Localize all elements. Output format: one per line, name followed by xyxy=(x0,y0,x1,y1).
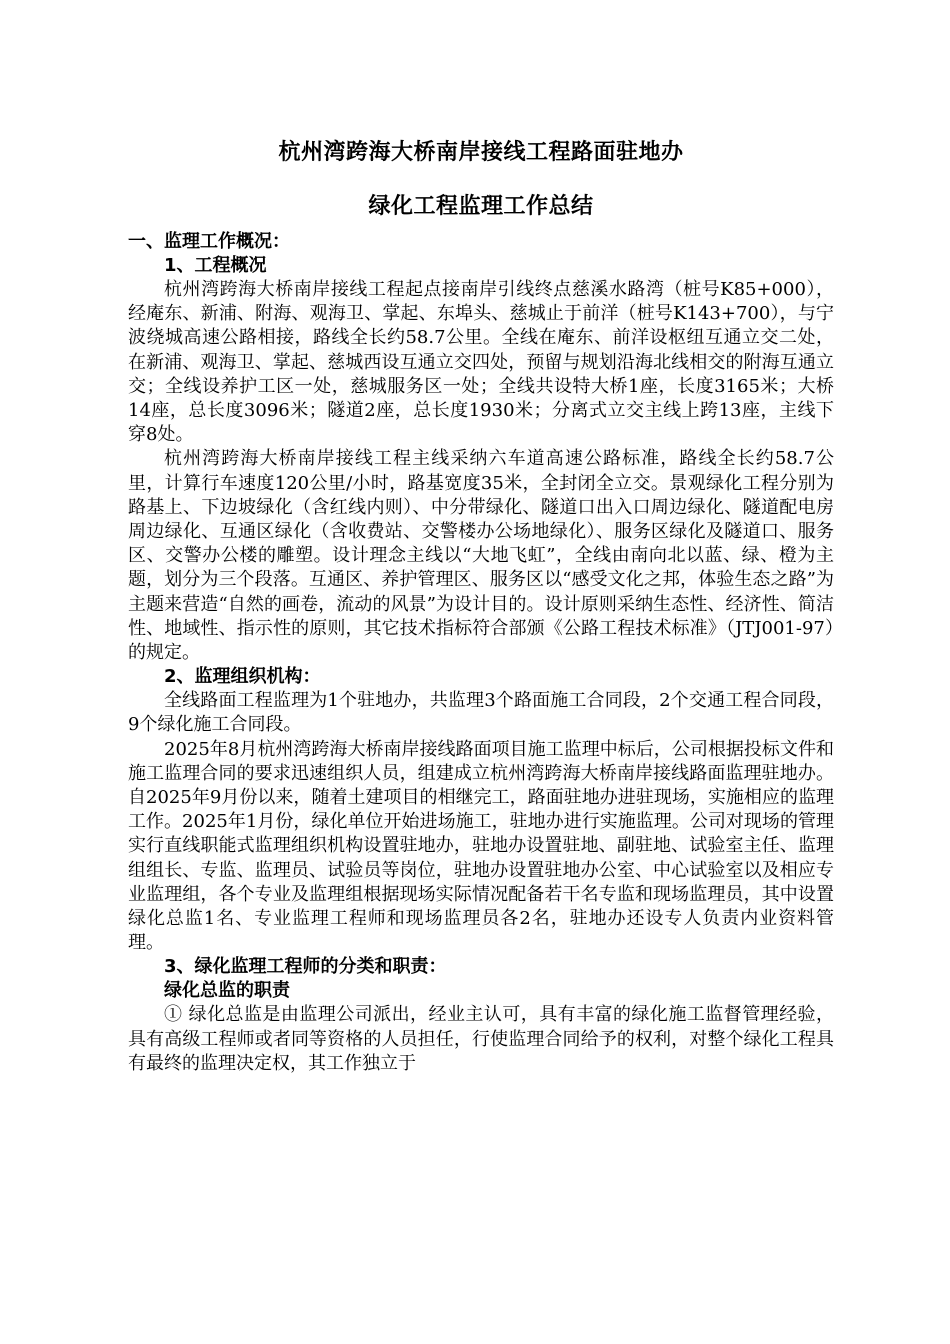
subsection2-heading: 2、监理组织机构： xyxy=(164,666,321,688)
document-title-line1: 杭州湾跨海大桥南岸接线工程路面驻地办 xyxy=(278,140,684,165)
document-page xyxy=(128,128,834,1076)
paragraph: 2025年8月杭州湾跨海大桥南岸接线路面项目施工监理中标后，公司根据投标文件和施工监理合同的要求迅速组织人员，组建成立杭州湾跨海大桥南岸接线路面监理驻地办。自2025年9月份以来，随着土建项目的相继完工，路面驻地办进驻现场，实施相应的监理工作。2025年1月份，绿化单位开始进场施工，驻地办进行实施监理。公司对现场的管理实行直线职能式监理组织机构设置驻地办，驻地办设置驻地、副驻地、试验室主任、监理组组长、专监、监理员、试验员等岗位，驻地办设置驻地办公室、中心试验室以及相应专业监理组，各个专业及监理组根据现场实际情况配备若干名专监和现场监理员，其中设置绿化总监1名、专业监理工程师和现场监理员各2名，驻地办还设专人负责内业资料管理。 xyxy=(128,738,834,954)
paragraph: 全线路面工程监理为1个驻地办，共监理3个路面施工合同段，2个交通工程合同段，9个绿化施工合同段。 xyxy=(128,690,834,736)
subsection1-heading: 1、工程概况 xyxy=(164,255,267,276)
subsection3-heading: 3、绿化监理工程师的分类和职责： xyxy=(164,956,447,978)
section1-heading: 一、监理工作概况： xyxy=(128,231,290,252)
paragraph: 杭州湾跨海大桥南岸接线工程主线采纳六车道高速公路标准，路线全长约58.7公里，计算行车速度120公里/小时，路基宽度35米，全封闭全立交。景观绿化工程分别为路基上、下边坡绿化（含红线内则）、中分带绿化、隧道口出入口周边绿化、隧道配电房周边绿化、互通区绿化（含收费站、交警楼办公场地绿化）、服务区绿化及隧道口、服务区、交警办公楼的雕塑。设计理念主线以“大地飞虹”，全线由南向北以蓝、绿、橙为主题，划分为三个段落。互通区、养护管理区、服务区以“感受文化之邦，体验生态之路”为主题来营造“自然的画卷，流动的风景”为设计目的。设计原则采纳生态性、经济性、简洁性、地域性、指示性的原则，其它技术指标符合部颁《公路工程技术标准》（JTJ001-97）的规定。 xyxy=(128,448,834,664)
subsection3-subheading: 绿化总监的职责 xyxy=(164,980,290,1002)
document-title-line2: 绿化工程监理工作总结 xyxy=(368,194,594,219)
paragraph: 杭州湾跨海大桥南岸接线工程起点接南岸引线终点慈溪水路湾（桩号K85+000），经庵东、新浦、附海、观海卫、掌起、东埠头、慈城止于前洋（桩号K143+700），与宁波绕城高速公路相接，路线全长约58.7公里。全线在庵东、前洋设枢纽互通立交二处，在新浦、观海卫、掌起、慈城西设互通立交四处，预留与规划沿海北线相交的附海互通立交；全线设养护工区一处，慈城服务区一处；全线共设特大桥1座，长度3165米；大桥14座，总长度3096米；隧道2座，总长度1930米；分离式立交主线上跨13座，主线下穿8处。 xyxy=(128,279,834,446)
paragraph: ① 绿化总监是由监理公司派出，经业主认可，具有丰富的绿化施工监督管理经验，具有高级工程师或者同等资格的人员担任，行使监理合同给予的权利，对整个绿化工程具有最终的监理决定权，其工作独立于 xyxy=(128,1004,834,1074)
